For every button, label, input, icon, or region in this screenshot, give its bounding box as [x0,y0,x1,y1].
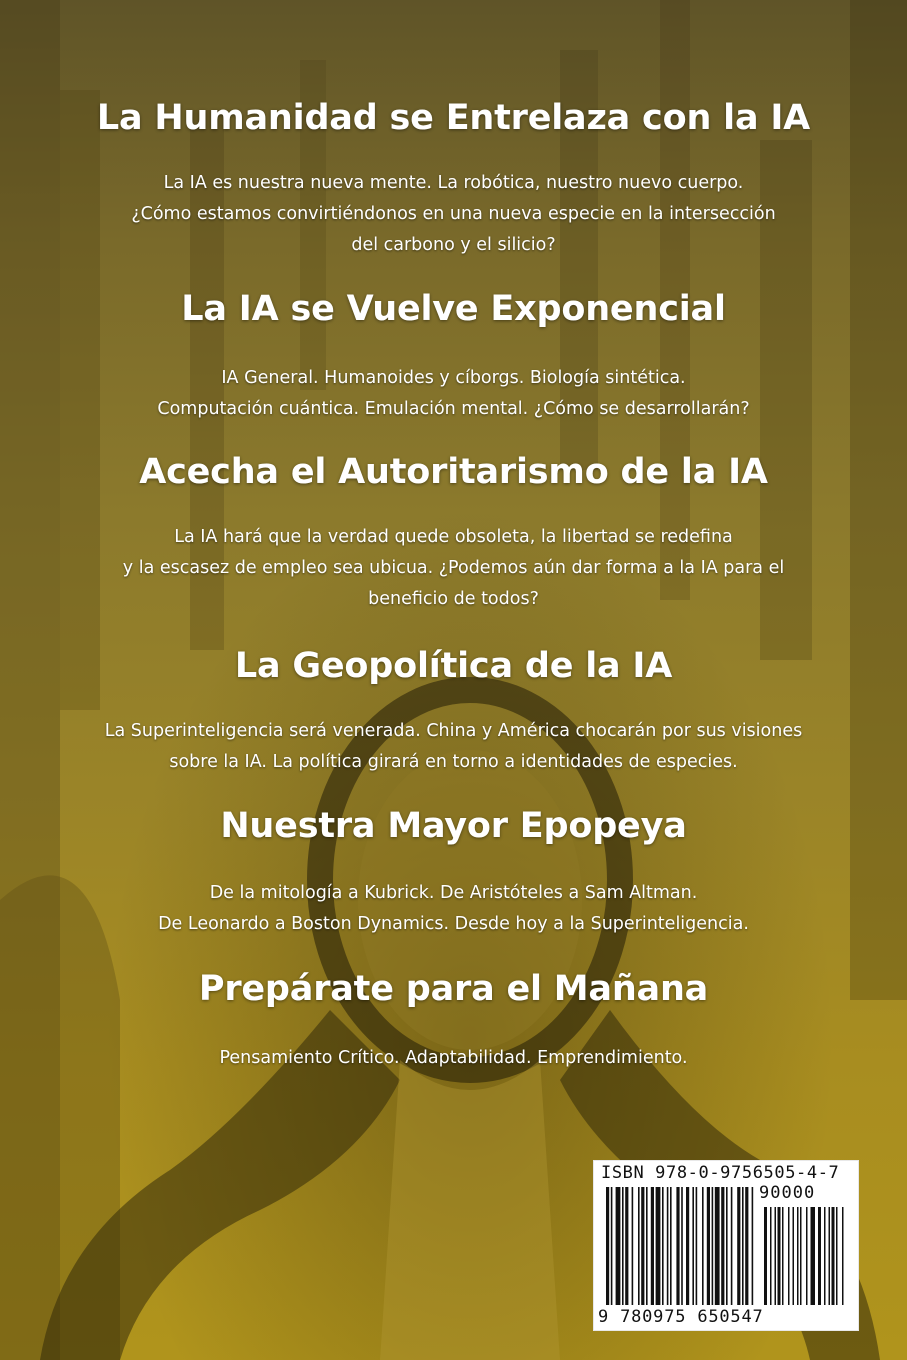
section-body [50,522,857,615]
body-line: ¿Cómo estamos convirtiéndonos en una nueva especie en la intersección [131,204,776,224]
section-body [50,716,857,778]
barcode-addon-bar [824,1207,826,1305]
barcode-addon-bar [836,1207,838,1305]
body-line: De la mitología a Kubrick. De Aristóteles a Sam Altman. [209,883,698,903]
body-line: La IA es nuestra nueva mente. La robótica, nuestro nuevo cuerpo. [163,173,744,193]
section-heading: Acecha el Autoritarismo de la IA [139,452,768,492]
body-line: IA General. Humanoides y cíborgs. Biología sintética. [221,368,686,388]
body-line: La IA hará que la verdad quede obsoleta, la libertad se redefina [174,527,733,547]
barcode-bar [667,1187,669,1305]
barcode-addon-bar [806,1207,808,1305]
section-heading: La Humanidad se Entrelaza con la IA [96,98,811,138]
barcode-addon-bar [842,1207,844,1305]
barcode-addon-bar [832,1207,835,1305]
barcode-bar [686,1187,689,1305]
barcode-bar [622,1187,624,1305]
barcode-addon-bar [793,1207,795,1305]
barcode-bar [651,1187,654,1305]
barcode-addon-bar [829,1207,831,1305]
section-heading: Prepárate para el Mañana [198,969,709,1009]
barcode-addon-bar [797,1207,799,1305]
barcode-bar [670,1187,672,1305]
barcode-bar [638,1187,640,1305]
barcode-addon-bar [788,1207,790,1305]
barcode-addon-bar [782,1207,784,1305]
isbn-barcode [593,1160,859,1331]
barcode-bar [641,1187,644,1305]
barcode-bar [611,1187,613,1305]
body-line: Pensamiento Crítico. Adaptabilidad. Emprendimiento. [219,1048,688,1068]
section-body [50,1043,857,1074]
barcode-bar [646,1187,648,1305]
barcode-bar [692,1187,694,1305]
barcode-addon-bar [800,1207,802,1305]
barcode-bar [712,1187,714,1305]
barcode-bar [742,1187,744,1305]
section-body [50,878,857,940]
barcode-bar [606,1187,609,1305]
barcode-addon-bar [778,1207,781,1305]
barcode-ean-digits: 9 780975 650547 [598,1307,764,1327]
body-line: sobre la IA. La política girará en torno a identidades de especies. [169,752,738,772]
body-line: Computación cuántica. Emulación mental. ¿Cómo se desarrollarán? [157,399,750,419]
barcode-bar [707,1187,710,1305]
barcode-bar [702,1187,704,1305]
body-line: del carbono y el silicio? [351,235,556,255]
barcode-bar [681,1187,683,1305]
body-line: y la escasez de empleo sea ubicua. ¿Podemos aún dar forma a la IA para el [122,558,785,578]
barcode-addon-bar [764,1207,767,1305]
barcode-bar [696,1187,698,1305]
section-heading: La IA se Vuelve Exponencial [181,289,726,329]
section-body [50,363,857,425]
barcode-bar [625,1187,628,1305]
barcode-bar [721,1187,724,1305]
barcode-bar [752,1187,754,1305]
section-heading: Nuestra Mayor Epopeya [220,806,687,846]
barcode-bar [616,1187,621,1305]
barcode-addon-bar [818,1207,821,1305]
barcode-addon-bar [770,1207,772,1305]
isbn-label: ISBN 978-0-9756505-4-7 [601,1163,840,1183]
section-heading: La Geopolítica de la IA [234,646,673,686]
section-body [50,168,857,261]
barcode-addon-bar [811,1207,816,1305]
barcode-bar [656,1187,661,1305]
barcode-bar [731,1187,733,1305]
barcode-addon-digits: 90000 [759,1183,816,1203]
barcode-bar [715,1187,720,1305]
body-line: La Superinteligencia será venerada. China y América chocarán por sus visiones [104,721,803,741]
body-line: De Leonardo a Boston Dynamics. Desde hoy a la Superinteligencia. [158,914,749,934]
barcode-addon-bar [775,1207,777,1305]
barcode-bar [632,1187,634,1305]
barcode-bar [745,1187,748,1305]
body-line: beneficio de todos? [368,589,539,609]
barcode-bar [662,1187,664,1305]
barcode-bar [726,1187,728,1305]
barcode-bar [676,1187,679,1305]
barcode-bar [737,1187,740,1305]
